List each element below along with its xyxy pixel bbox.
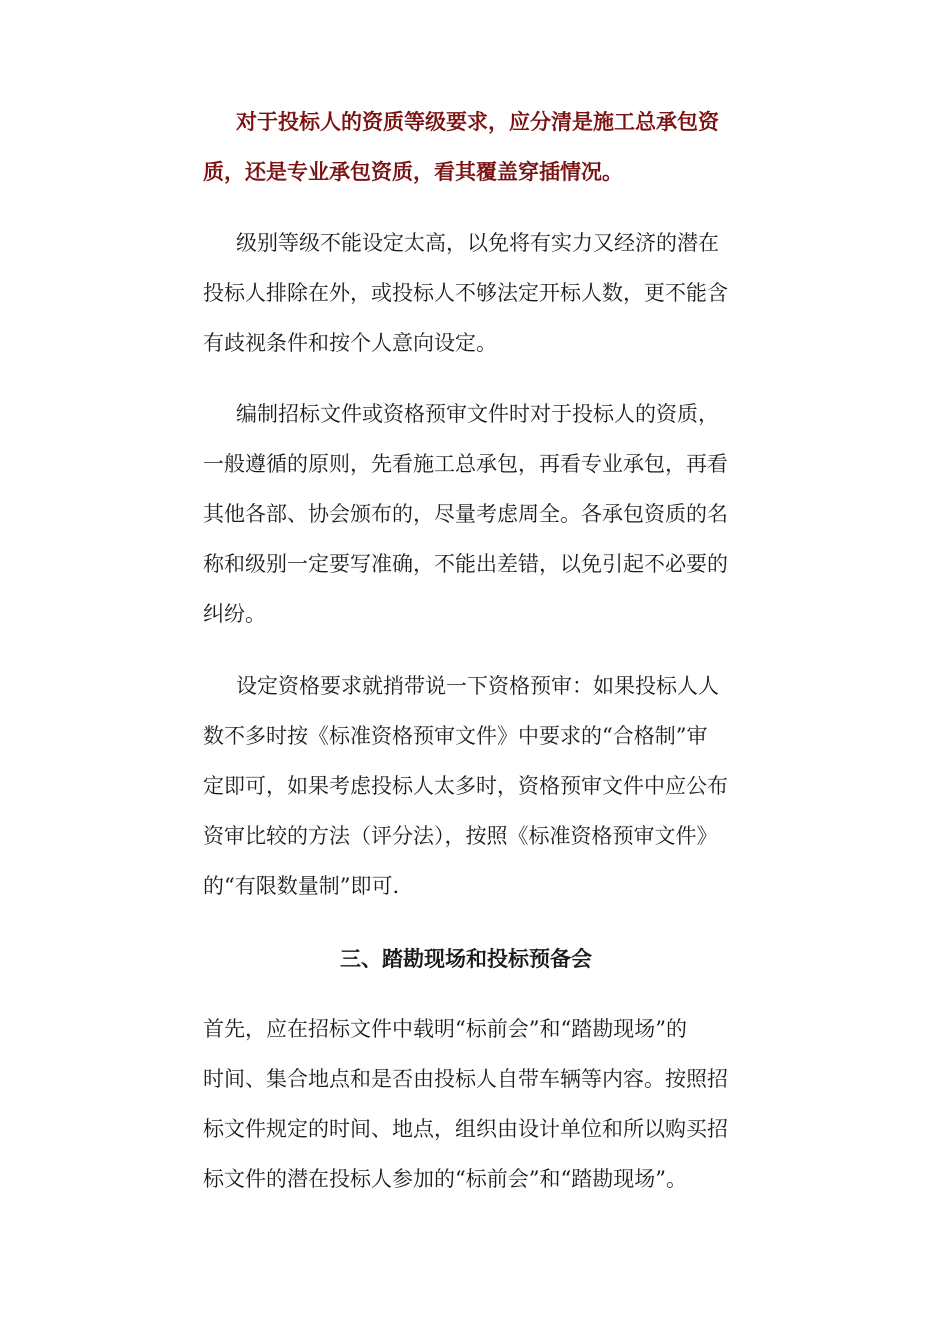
text-line: 有歧视条件和按个人意向设定。 xyxy=(203,331,497,355)
paragraph-qualification-requirement xyxy=(203,97,751,197)
text-line: 质，还是专业承包资质，看其覆盖穿插情况。 xyxy=(203,159,623,184)
text-line: 定即可，如果考虑投标人太多时，资格预审文件中应公布 xyxy=(203,774,728,798)
paragraph-prequalification xyxy=(203,661,751,911)
paragraph-preparation-principles xyxy=(203,389,751,639)
text-line: 数不多时按《标准资格预审文件》中要求的“合格制”审 xyxy=(203,724,708,748)
text-line: 投标人排除在外，或投标人不够法定开标人数，更不能含 xyxy=(203,281,728,305)
text-line: 级别等级不能设定太高，以免将有实力又经济的潜在 xyxy=(236,231,719,255)
text-line: 标文件规定的时间、地点，组织由设计单位和所以购买招 xyxy=(203,1117,728,1141)
text-line: 设定资格要求就捎带说一下资格预审：如果投标人人 xyxy=(236,674,719,698)
text-line: 纠纷。 xyxy=(203,602,266,626)
section-heading: 三、踏勘现场和投标预备会 xyxy=(340,946,592,971)
text-line: 首先，应在招标文件中载明“标前会”和“踏勘现场”的 xyxy=(203,1017,687,1041)
text-line: 编制招标文件或资格预审文件时对于投标人的资质， xyxy=(236,402,719,426)
text-line: 时间、集合地点和是否由投标人自带车辆等内容。按照招 xyxy=(203,1067,728,1091)
text-line: 其他各部、协会颁布的，尽量考虑周全。各承包资质的名 xyxy=(203,502,728,526)
text-line: 一般遵循的原则，先看施工总承包，再看专业承包，再看 xyxy=(203,452,728,476)
paragraph-level-setting xyxy=(203,218,751,368)
text-line: 称和级别一定要写准确，不能出差错，以免引起不必要的 xyxy=(203,552,728,576)
text-line: 资审比较的方法（评分法），按照《标准资格预审文件》 xyxy=(203,824,718,848)
paragraph-site-visit xyxy=(203,1004,751,1204)
text-line: 对于投标人的资质等级要求，应分清是施工总承包资 xyxy=(236,109,719,134)
text-line: 的“有限数量制”即可. xyxy=(203,874,400,898)
text-line: 标文件的潜在投标人参加的“标前会”和“踏勘现场”。 xyxy=(203,1167,687,1191)
